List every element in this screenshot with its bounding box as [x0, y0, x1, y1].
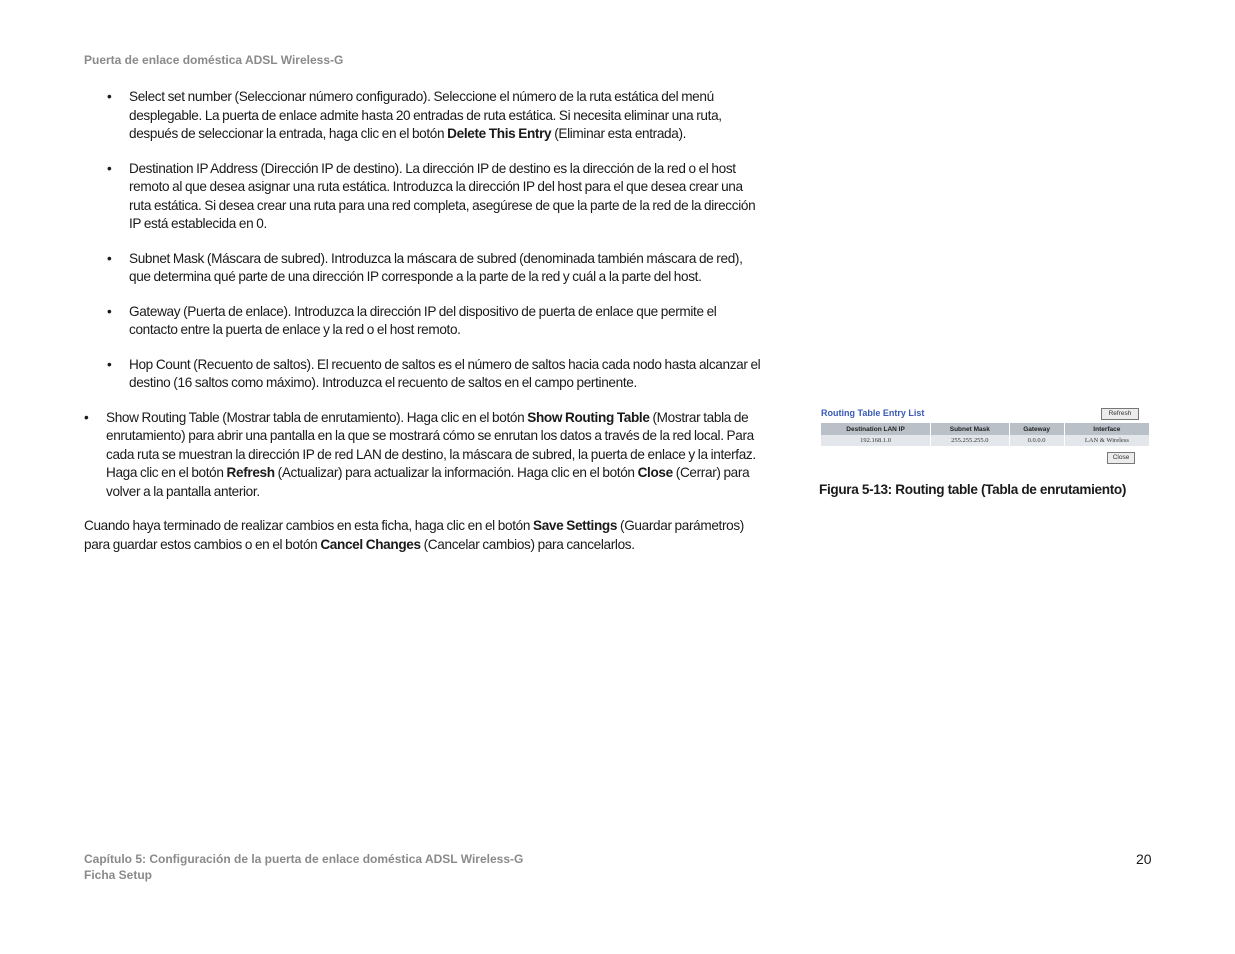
list-item-text: Select set number (Seleccionar número configurado). Seleccione el número de la ruta estática del menú desplegable. La puerta de enlace admite hasta 20 entradas de ruta estática. Si necesita eliminar una ruta, después de seleccionar la entrada, haga clic en el botón Delete This Entry (Eliminar esta entrada). [129, 89, 722, 141]
close-button[interactable]: Close [1107, 452, 1135, 464]
bullet: • [107, 303, 112, 319]
column-header: Destination LAN IP [821, 423, 931, 435]
table-row [821, 435, 1150, 446]
closing-paragraph: Cuando haya terminado de realizar cambios en esta ficha, haga clic en el botón Save Settings (Guardar parámetros) para guardar estos cambios o en el botón Cancel Changes (Cancelar cambios) para cancelarlos. [84, 518, 744, 552]
list-item-subnet-mask [84, 250, 764, 287]
list-item-hop-count [84, 356, 764, 393]
list-item-text: Hop Count (Recuento de saltos). El recuento de saltos es el número de saltos hacia cada nodo hasta alcanzar el destino (16 saltos como máximo). Introduzca el recuento de saltos en el campo pertinente. [129, 356, 761, 390]
list-item-destination-ip [84, 160, 764, 234]
column-header: Interface [1064, 423, 1149, 435]
bullet: • [107, 356, 112, 372]
list-item-text: Show Routing Table (Mostrar tabla de enrutamiento). Haga clic en el botón Show Routing Table (Mostrar tabla de enrutamiento) para abrir una pantalla en la que se mostrará cómo se enrutan los datos a través de la red local. Para cada ruta se muestran la dirección IP de red LAN de destino, la máscara de subred, la puerta de enlace y la interfaz. Haga clic en el botón Refresh (Actualizar) para actualizar la información. Haga clic en el botón Close (Cerrar) para volver a la pantalla anterior. [106, 409, 756, 499]
footer [84, 851, 523, 883]
bold-term: Close [637, 465, 673, 480]
routing-table-screenshot [819, 406, 1150, 466]
bullet: • [84, 409, 89, 425]
bold-term: Delete This Entry [447, 126, 552, 141]
column-header: Subnet Mask [931, 423, 1009, 435]
bold-term: Refresh [226, 465, 275, 480]
list-item-text: Subnet Mask (Máscara de subred). Introduzca la máscara de subred (denominada también máscara de red), que determina qué parte de una dirección IP corresponde a la parte de la red y cuál a la parte del host. [129, 250, 743, 284]
table-header-row [821, 423, 1150, 435]
figure-caption: Figura 5-13: Routing table (Tabla de enrutamiento) [819, 482, 1127, 497]
table-cell: 192.168.1.0 [821, 435, 931, 446]
figure-routing-table [819, 406, 1152, 497]
bold-term: Cancel Changes [320, 536, 421, 552]
table-cell: LAN & Wireless [1064, 435, 1149, 446]
bold-term: Save Settings [532, 518, 618, 533]
footer-section: Ficha Setup [84, 868, 153, 882]
bullet: • [107, 160, 112, 176]
list-item-text: Destination IP Address (Dirección IP de destino). La dirección IP de destino es la dirección de la red o el host remoto al que desea asignar una ruta estática. Introduzca la dirección IP del host para el que desea crear una ruta estática. Si desea crear una ruta para una red completa, asegúrese de que la parte de la red de la dirección IP está establecida en 0. [129, 160, 756, 231]
routing-table-title: Routing Table Entry List [821, 408, 925, 418]
list-item-show-routing-table [84, 409, 764, 502]
running-header: Puerta de enlace doméstica ADSL Wireless-G [84, 53, 344, 67]
bullet: • [107, 250, 112, 266]
body-text [84, 88, 764, 554]
refresh-button[interactable]: Refresh [1101, 408, 1139, 420]
list-item-gateway [84, 303, 764, 340]
table-cell: 255.255.255.0 [931, 435, 1009, 446]
list-item-select-set-number [84, 88, 764, 144]
list-item-text: Gateway (Puerta de enlace). Introduzca la dirección IP del dispositivo de puerta de enlace que permite el contacto entre la puerta de enlace y la red o el host remoto. [129, 303, 717, 337]
page-number: 20 [1136, 851, 1152, 867]
routing-table [821, 423, 1150, 446]
table-cell: 0.0.0.0 [1009, 435, 1064, 446]
bullet: • [107, 89, 112, 104]
bold-term: Show Routing Table [527, 409, 650, 425]
footer-chapter: Capítulo 5: Configuración de la puerta de enlace doméstica ADSL Wireless-G [84, 852, 524, 866]
column-header: Gateway [1009, 423, 1064, 435]
